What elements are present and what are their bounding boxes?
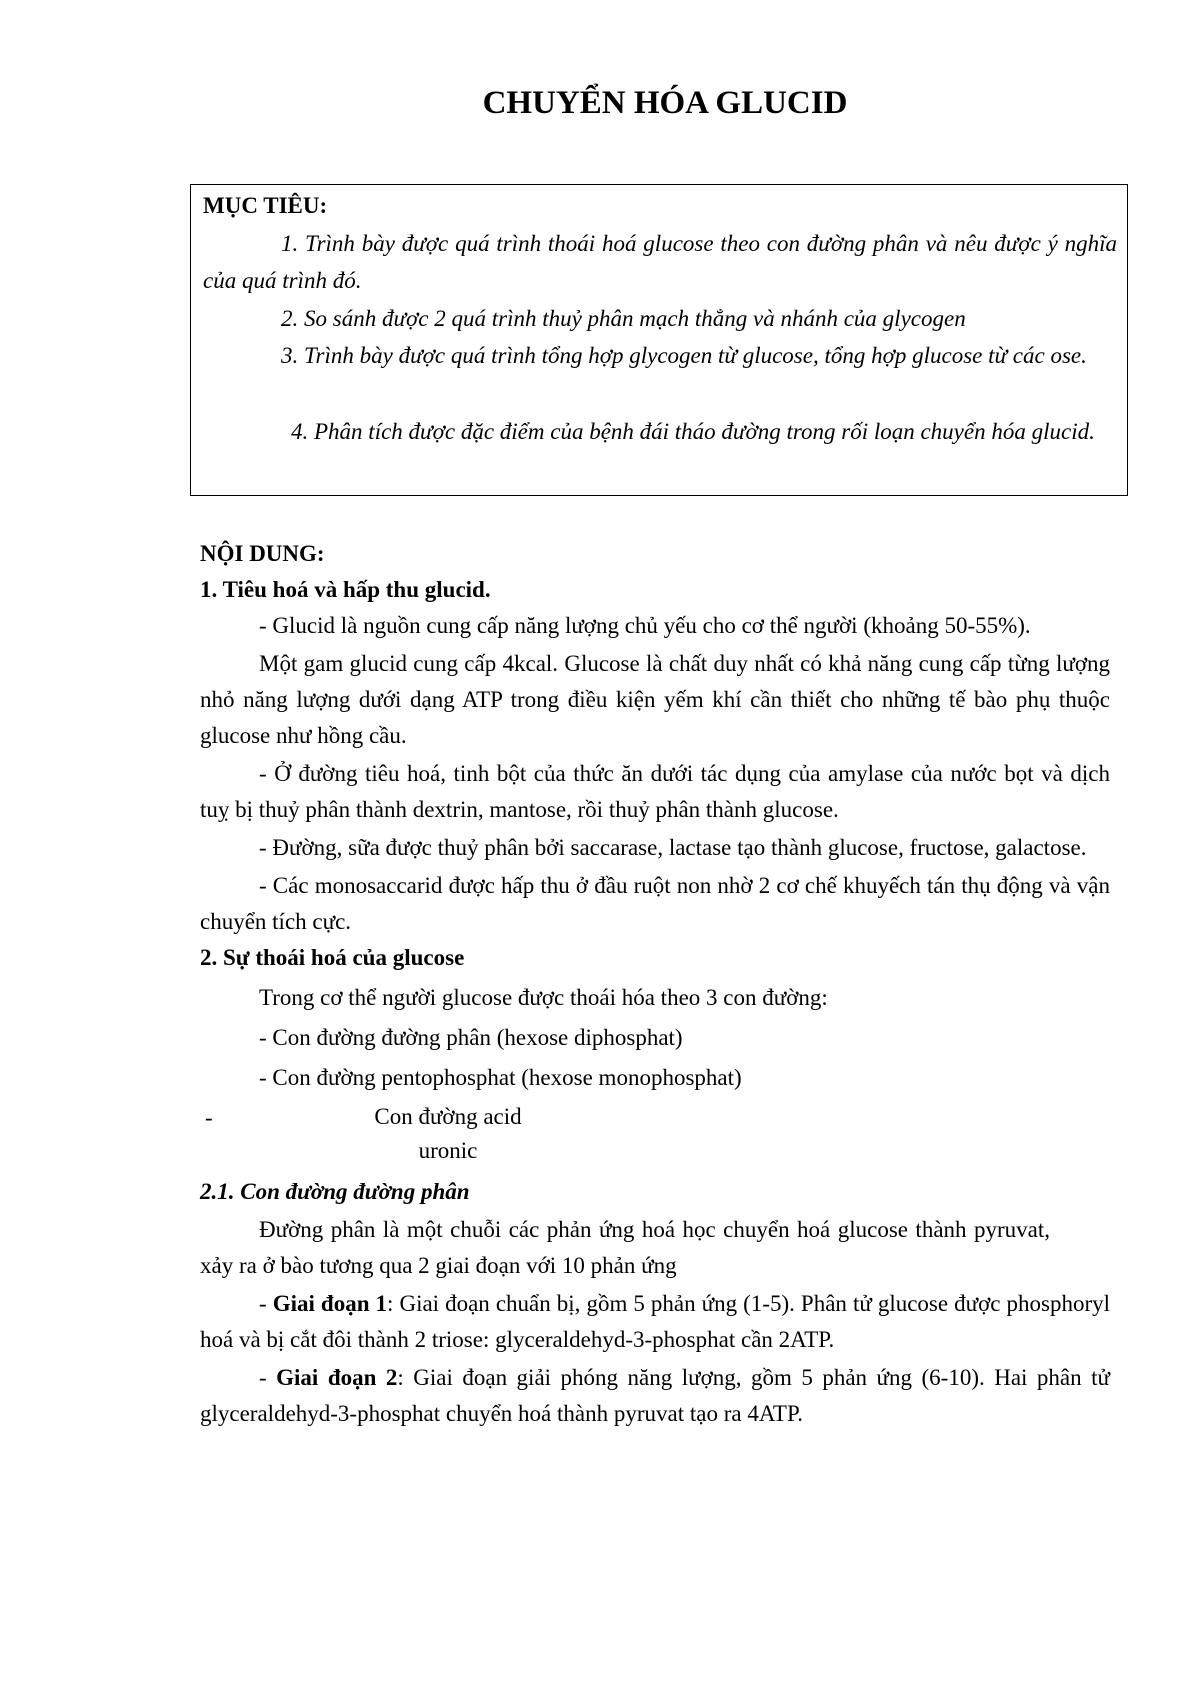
pathway-item-dash: - [205, 1105, 213, 1130]
section-1-title: 1. Tiêu hoá và hấp thu glucid. [200, 577, 491, 602]
stage-1-label: Giai đoạn 1 [272, 1291, 388, 1316]
objective-item-2: 2. So sánh được 2 quá trình thuỷ phân mạch thẳng và nhánh của glycogen [281, 306, 966, 331]
stage-1-text: : Giai đoạn chuẩn bị, gồm 5 phản ứng (1-5). Phân tử glucose được phosphoryl hoá và bị cắt đôi thành 2 triose: glyceraldehyd-3-phosphat cần 2ATP. [200, 1291, 1110, 1352]
section-1-paragraph: - Glucid là nguồn cung cấp năng lượng chủ yếu cho cơ thể người (khoảng 50-55%). [259, 613, 1031, 638]
pathway-item-acid-uronic [200, 1100, 1110, 1172]
section-1-paragraph: - Các monosaccarid được hấp thu ở đầu ruột non nhờ 2 cơ chế khuyếch tán thụ động và vận chuyển tích cực. [200, 873, 1110, 934]
pathway-item: - Con đường pentophosphat (hexose monophosphat) [259, 1065, 742, 1090]
objectives-box [190, 184, 1128, 496]
objective-item-3: 3. Trình bày được quá trình tổng hợp glycogen từ glucose, tổng hợp glucose từ các ose. [281, 343, 1087, 368]
stage-2-prefix: - [259, 1365, 277, 1390]
stage-2-paragraph [200, 1360, 1110, 1432]
objectives-heading: MỤC TIÊU: [203, 193, 328, 218]
stage-2-label: Giai đoạn 2 [276, 1365, 398, 1390]
section-1-paragraph: - Ở đường tiêu hoá, tinh bột của thức ăn dưới tác dụng của amylase của nước bọt và dịch tuỵ bị thuỷ phân thành dextrin, mantose, rồi thuỷ phân thành glucose. [200, 761, 1110, 822]
section-1-paragraph: - Đường, sữa được thuỷ phân bởi saccarase, lactase tạo thành glucose, fructose, galactose. [259, 835, 1087, 860]
pathway-item: - Con đường đường phân (hexose diphosphat) [259, 1025, 683, 1050]
stage-1-paragraph [200, 1286, 1110, 1358]
content-body [200, 536, 1110, 1432]
section-1-paragraph: Một gam glucid cung cấp 4kcal. Glucose là chất duy nhất có khả năng cung cấp từng lượng nhỏ năng lượng dưới dạng ATP trong điều kiện yếm khí cần thiết cho những tế bào phụ thuộc glucose như hồng cầu. [200, 651, 1110, 748]
objective-item-4: 4. Phân tích được đặc điểm của bệnh đái tháo đường trong rối loạn chuyển hóa glucid. [291, 419, 1095, 444]
stage-2-text: : Giai đoạn giải phóng năng lượng, gồm 5 phản ứng (6-10). Hai phân tử glyceraldehyd-3-phosphat chuyển hoá thành pyruvat tạo ra 4ATP. [200, 1365, 1110, 1426]
section-2-1-intro: Đường phân là một chuỗi các phản ứng hoá học chuyển hoá glucose thành pyruvat, xảy ra ở bào tương qua 2 giai đoạn với 10 phản ứng [200, 1217, 1050, 1278]
content-heading: NỘI DUNG: [200, 541, 325, 566]
stage-1-prefix: - [259, 1291, 273, 1316]
pathway-item-text: Con đường acid uronic [374, 1104, 522, 1163]
section-2-intro: Trong cơ thể người glucose được thoái hóa theo 3 con đường: [259, 985, 828, 1010]
section-2-1-title: 2.1. Con đường đường phân [200, 1179, 470, 1204]
section-2-title: 2. Sự thoái hoá của glucose [200, 945, 465, 970]
page-title: CHUYỂN HÓA GLUCID [482, 85, 848, 121]
objective-item-1: 1. Trình bày được quá trình thoái hoá glucose theo con đường phân và nêu được ý nghĩa của quá trình đó. [203, 231, 1117, 293]
